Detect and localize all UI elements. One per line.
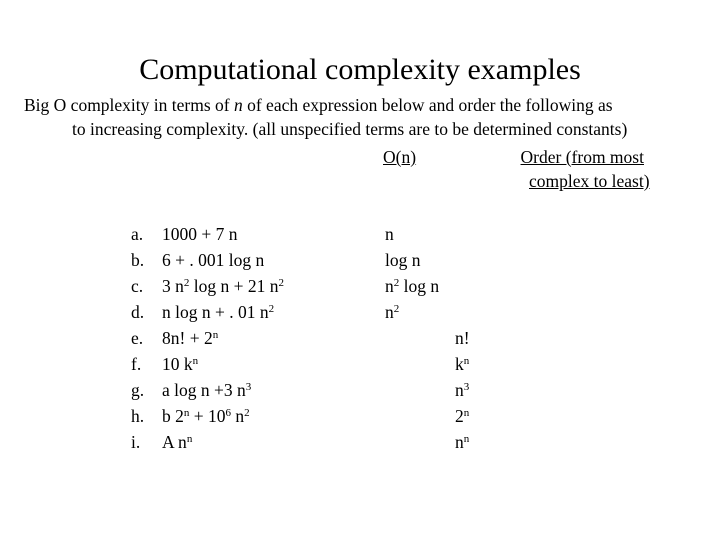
item-letter: h. — [131, 406, 145, 426]
item-letter: e. — [131, 328, 144, 348]
order-header-line-1: Order (from most — [520, 147, 644, 167]
item-answer: log n — [385, 250, 421, 270]
item-expression: n log n + . 01 $n^2$ — [162, 302, 275, 322]
item-expression: 1000 + 7 n — [162, 224, 238, 244]
order-column-header — [515, 145, 650, 193]
intro-line-1 — [24, 93, 714, 117]
item-letter: c. — [131, 276, 144, 296]
item-answer: n! — [455, 328, 470, 348]
item-expression: a log n +3 $n^3$ — [162, 380, 252, 400]
item-expression: 10 $k^n$ — [162, 354, 199, 374]
item-answer: $n^2$ — [385, 302, 400, 322]
item-letter: g. — [131, 380, 145, 400]
intro-text — [24, 93, 714, 141]
item-expression: b $2^n + 10^6$ $n^2$ — [162, 406, 250, 426]
item-answer: $n^n$ — [455, 432, 470, 452]
slide-title: Computational complexity examples — [139, 53, 581, 86]
item-expression: 6 + . 001 log n — [162, 250, 265, 270]
intro-line-2: to increasing complexity. (all unspecified terms are to be determined constants) — [72, 119, 628, 139]
intro-line-1-start: Big O complexity in terms of — [24, 95, 234, 115]
item-expression: A $n^n$ — [162, 432, 193, 452]
item-letter: a. — [131, 224, 144, 244]
item-answer: n — [385, 224, 394, 244]
item-letter: f. — [131, 354, 142, 374]
item-expression: 3 $n^2$ log n + 21 $n^2$ — [162, 276, 284, 296]
intro-variable: n — [233, 95, 243, 115]
item-expression: 8n! + $2^n$ — [162, 328, 219, 348]
item-letter: b. — [131, 250, 145, 270]
item-letter: d. — [131, 302, 145, 322]
item-letter: i. — [131, 432, 141, 452]
item-answer: $k^n$ — [455, 354, 470, 374]
intro-line-1-end: of each expression below and order the following as — [242, 95, 613, 115]
item-answer: 2$^n$ — [455, 406, 470, 426]
item-answer: $n^2$ log n — [385, 276, 440, 296]
order-header-line-2: complex to least) — [529, 171, 650, 191]
item-answer: $n^3$ — [455, 380, 470, 400]
big-o-column-header: O(n) — [383, 147, 417, 167]
